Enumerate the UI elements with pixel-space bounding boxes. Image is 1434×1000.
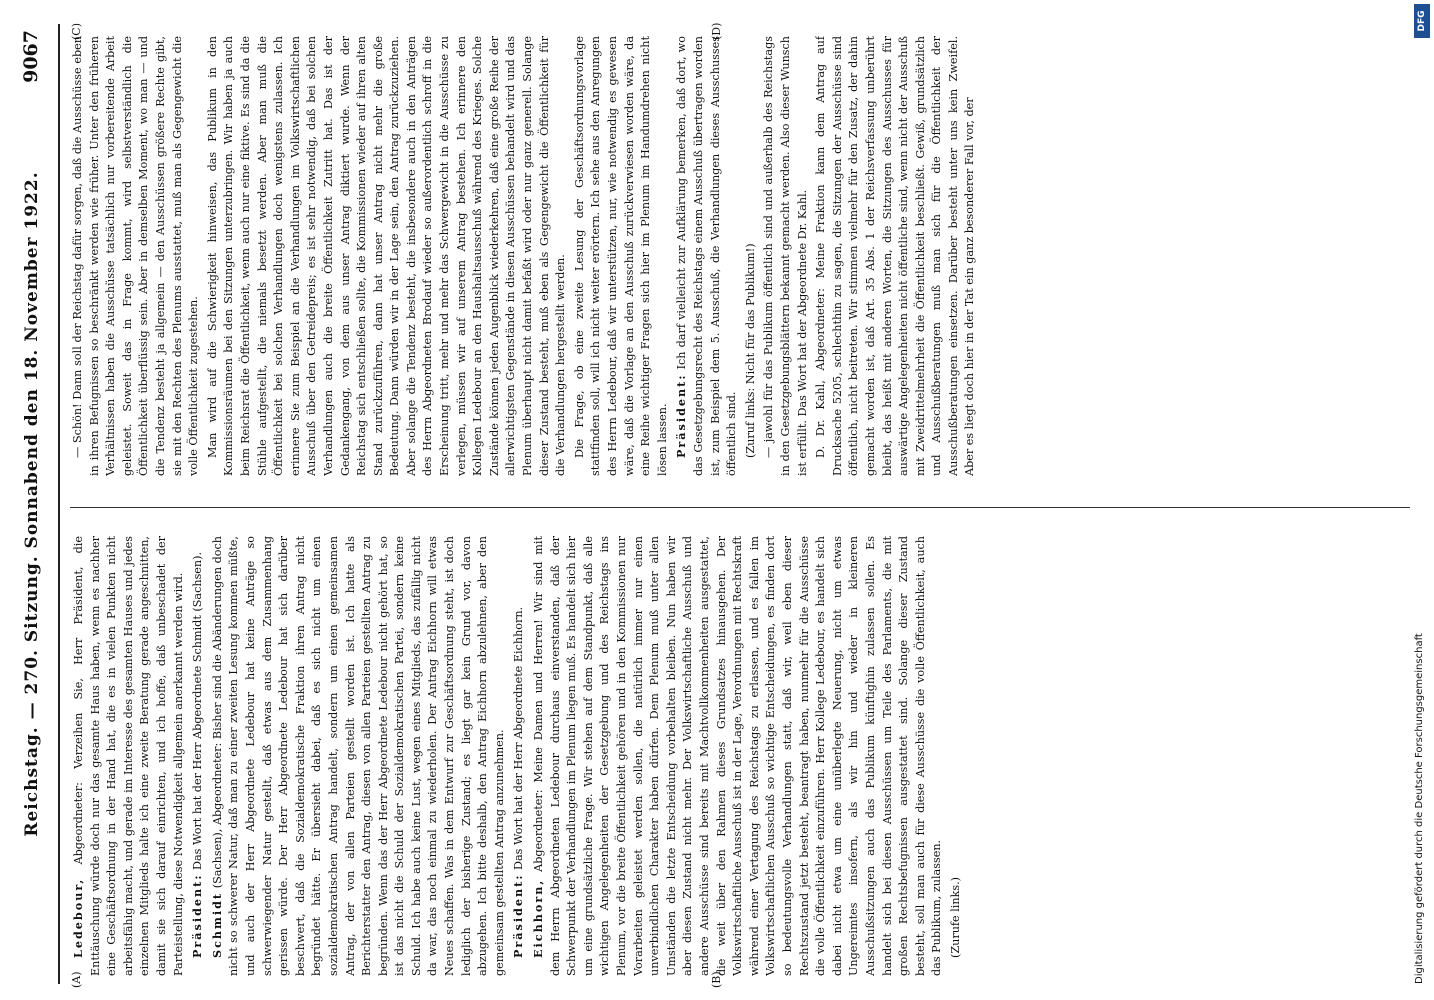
paragraph-text: — Schön! Dann soll der Reichstag dafür sorgen, daß die Ausschüsse eben in ihren Befugnissen so beschränkt werden wie früher. Unter den früheren Verhältnissen haben die Ausschüsse tatsächlich nur vorbereitende Arbeit geleistet. Soweit das in Frage kommt, wird selbstverständlich die Öffentlichkeit überflüssig sein. Aber in demselben Moment, wo man — und die Tendenz besteht ja allgemein — den Ausschüssen größere Rechte gibt, sie mit den Rechten des Plenums ausstattet, muß man als Gegengewicht die volle Öffentlichkeit zugestehen.	[71, 36, 201, 476]
paragraph	[70, 36, 203, 476]
dfg-logo	[1414, 4, 1430, 38]
paragraph-text: Abgeordneter: Verzeihen Sie, Herr Präsident, die Enttäuschung würde doch nur das gesamte Haus haben, wenn es nachher eine Geschäftsordnung in der Hand hat, die es in vielen Punkten nicht arbeitsfähig macht, und gerade im Interesse des gesamten Hauses und jedes einzelnen Mitglieds halte ich eine zweite Beratung gerade angeschnitten, damit sie sich darauf einrichten, und ich hoffe, daß unbeschadet der Parteistellung, diese Notwendigkeit allgemein anerkannt werden wird.	[72, 536, 185, 976]
paragraph-text: (Zuruf links: Nicht für das Publikum!)	[743, 243, 757, 458]
paragraph	[743, 36, 760, 476]
digitization-note	[1388, 8, 1428, 992]
margin-marker-d: (D)	[710, 22, 723, 40]
paragraph	[530, 536, 946, 976]
digitization-note-text: Digitalisierung gefördert durch die Deutsche Forschungsgemeinschaft	[1414, 633, 1425, 984]
paragraph-text: Ich darf vielleicht zur Aufklärung bemerken, daß dort, wo das Gesetzgebungsrecht des Reichstags einem Ausschuß übertragen worden ist, zum Beispiel dem 5. Ausschuß, die Verhandlungen dieses Ausschusses öffentlich sind.	[675, 36, 739, 476]
paragraph-text: Die Frage, ob eine zweite Lesung der Geschäftsordnungsvorlage stattfinden soll, will ich nicht weiter erörtern. Ich sehe aus den Anregungen des Herrn Ledebour, daß wir unterstützen, nur, wie notwendig es gewesen wäre, daß die Vorlage an den Ausschuß zurückverwiesen worden wäre, da eine Reihe wichtiger Fragen sich hier im Plenum im Handumdrehen nicht lösen lassen.	[572, 36, 669, 476]
speaker-name: Ledebour,	[71, 877, 85, 958]
speaker-name: Präsident:	[674, 373, 689, 458]
margin-marker-b: (B)	[710, 971, 723, 988]
dfg-logo-text: DFG	[1417, 10, 1427, 32]
paragraph	[70, 536, 187, 976]
paragraph-text: (Zurufe links.)	[948, 876, 962, 958]
margin-marker-c: (C)	[70, 23, 83, 40]
paragraph-text: Das Wort hat der Herr Abgeordnete Schmidt (Sachsen).	[191, 551, 205, 874]
paragraph	[813, 36, 979, 476]
paragraph-text: D. Dr. Kahl, Abgeordneter: Meine Fraktion kann dem Antrag auf Drucksache 5205, schlechthin zu sagen, die Sitzungen der Ausschüsse sind öffentlich, nicht beitreten. Wir stimmen vielmehr für den Zusatz, der dahin gemacht worden ist, daß Art. 35 Abs. 1 der Reichsverfassung unberührt bleibt, das heißt mit anderen Worten, die Sitzungen des Ausschusses für auswärtige Angelegenheiten nicht öffentliche sind, wenn nicht der Ausschuß mit Zweidrittelmehrheit die Öffentlichkeit beschließt. Gewiß, grundsätzlich und Ausschußberatungen muß man sich für die Öffentlichkeit der Ausschußberatungen einsetzen. Darüber besteht unter uns kein Zweifel. Aber es liegt doch hier in der Tat ein ganz besonderer Fall vor, der	[814, 36, 977, 476]
speaker-name: Präsident:	[190, 873, 205, 958]
paragraph	[205, 36, 570, 476]
speaker-name: Präsident:	[511, 873, 526, 958]
paragraph-text: — jawohl für das Publikum öffentlich sind und außerhalb des Reichstags in den Gesetzgebungsblättern bekannt gemacht werden. Also dieser Wunsch ist erfüllt. Das Wort hat der Abgeordnete Dr. Kahl.	[762, 36, 809, 476]
paragraph	[673, 36, 740, 476]
right-column	[70, 36, 1410, 476]
paragraph-text: Das Wort hat der Herr Abgeordnete Eichhorn.	[512, 606, 526, 874]
paragraph-text: (Sachsen), Abgeordneter: Bisher sind die Abänderungen doch nicht so schwerer Natur, daß man zu einer zweiten Lesung kommen müßte, und auch der Herr Abgeordnete Ledebour hat keine Anträge so schwerwiegender Natur gestellt, daß etwas aus dem Zusammenhang gerissen würde. Der Herr Abgeordnete Ledebour hat sich darüber beschwert, daß die Sozialdemokratische Fraktion ihren Antrag nicht begründet hätte. Er übersieht dabei, daß es sich nicht um einen sozialdemokratischen Antrag handelt, sondern um einen gemeinsamen Antrag, der von allen Parteien gestellt worden ist. Ich hatte als Berichterstatter den Antrag, diesen von allen Parteien gestellten Antrag zu begründen. Wenn das der Herr Abgeordnete Ledebour nicht gehört hat, so ist das nicht die Schuld der Sozialdemokratischen Partei, sondern keine Schuld. Ich habe auch keine Lust, wegen eines Mitglieds, das zufällig nicht da war, das noch einmal zu wiederholen. Der Antrag Eichhorn will etwas Neues schaffen. Was in dem Entwurf zur Geschäftsordnung steht, ist doch lediglich der bisherige Zustand; es liegt gar kein Grund vor, davon abzugehen. Ich bitte deshalb, den Antrag Eichhorn abzulehnen, aber den gemeinsam gestellten Antrag anzunehmen.	[210, 536, 506, 976]
left-column	[70, 536, 1410, 976]
header-rule	[58, 24, 60, 984]
column-divider	[70, 507, 1410, 508]
paragraph-text: Man wird auf die Schwierigkeit hinweisen, das Publikum in den Kommissionsräumen bei den Sitzungen unterzubringen. Wir haben ja auch beim Reichsrat die Öffentlichkeit, wenn auch nur eine fiktive. Es sind da die Stühle aufgestellt, die niemals besetzt werden. Aber man muß die Öffentlichkeit bei solchen Verhandlungen doch wenigstens zulassen. Ich erinnere Sie zum Beispiel an die Verhandlungen im Volkswirtschaftlichen Ausschuß über den Getreidepreis; es ist sehr notwendig, daß bei solchen Verhandlungen auch die breite Öffentlichkeit Zutritt hat. Das ist der Gedankengang, von dem aus unser Antrag diktiert wurde. Wenn der Reichstag sich entschließen sollte, die Kommissionen wieder auf ihren alten Stand zurückzuführen, dann hat unser Antrag nicht mehr die große Bedeutung. Dann würden wir in der Lage sein, den Antrag zurückzuziehen. Aber solange die Tendenz besteht, die insbesondere auch in den Anträgen des Herrn Abgeordneten Brodauf wieder so außerordentlich schroff in die Erscheinung tritt, mehr und mehr das Schwergewicht in die Ausschüsse zu verlegen, müssen wir auf unserem Antrag bestehen. Ich erinnere den Kollegen Ledebour an den Haushaltsausschuß während des Krieges. Solche Zustände können jeden Augenblick wiederkehren, daß eine große Reihe der allerwichtigsten Gegenstände in diesen Ausschüssen behandelt wird und das Plenum überhaupt nicht damit befaßt wird oder nur ganz generell. Solange dieser Zustand besteht, muß eben als Gegengewicht die Öffentlichkeit für die Verhandlungen hergestellt werden.	[205, 36, 568, 476]
paragraph	[948, 536, 965, 976]
page-header	[8, 24, 64, 984]
paragraph	[189, 536, 207, 976]
rotated-content	[8, 22, 1418, 988]
paragraph	[572, 36, 672, 476]
paragraph-text: Abgeordneter: Meine Damen und Herren! Wir sind mit dem Herrn Abgeordneten Ledebour durchaus einverstanden, daß der Schwerpunkt der Verhandlungen im Plenum liegen muß. Es handelt sich hier um eine grundsätzliche Frage. Wir stehen auf dem Standpunkt, daß alle wichtigen Angelegenheiten der Gesetzgebung und des Reichstags ins Plenum, vor die breite Öffentlichkeit gehören und in den Kommissionen nur Vorarbeiten geleistet werden sollen, die natürlich immer nur einen unverbindlichen Charakter haben dürfen. Dem Plenum muß unter allen Umständen die letzte Entscheidung vorbehalten bleiben. Nun haben wir aber diesen Zustand nicht mehr. Der Volkswirtschaftliche Ausschuß und andere Ausschüsse sind bereits mit Machtvollkommenheiten ausgestattet, die weit über den Rahmen dieses Grundsatzes hinausgehen. Der Volkswirtschaftliche Ausschuß ist in der Lage, Verordnungen mit Rechtskraft während einer Vertagung des Reichstags zu erlassen, und es fallen im Volkswirtschaftlichen Ausschuß so wichtige Entscheidungen, es finden dort so bedeutungsvolle Verhandlungen statt, daß wir, weil eben dieser Rechtszustand jetzt besteht, beantragt haben, nunmehr für die Ausschüsse die volle Öffentlichkeit einzuführen. Herr Kollege Ledebour, es handelt sich dabei nicht etwa um eine unüberlegte Neuerung, nicht um etwas Ungereimtes insofern, als wir hin und wieder in kleineren Ausschußsitzungen auch das Publikum künftighin zulassen sollen. Es handelt sich bei diesen Ausschüssen um Teile des Parlaments, die mit großen Rechtsbefugnissen ausgestattet sind. Solange dieser Zustand besteht, soll man auch für diese Ausschüsse die volle Öffentlichkeit, auch das Publikum, zulassen.	[532, 536, 944, 976]
speaker-name: Eichhorn,	[531, 878, 546, 958]
page-number: 9067	[20, 30, 42, 83]
speaker-name: Schmidt	[209, 891, 224, 958]
header-title: Reichstag. — 270. Sitzung. Sonnabend den 18. November 1922.	[22, 171, 42, 837]
paragraph	[209, 536, 509, 976]
paragraph	[510, 536, 528, 976]
margin-marker-a: (A)	[70, 971, 83, 988]
paragraph	[761, 36, 811, 476]
